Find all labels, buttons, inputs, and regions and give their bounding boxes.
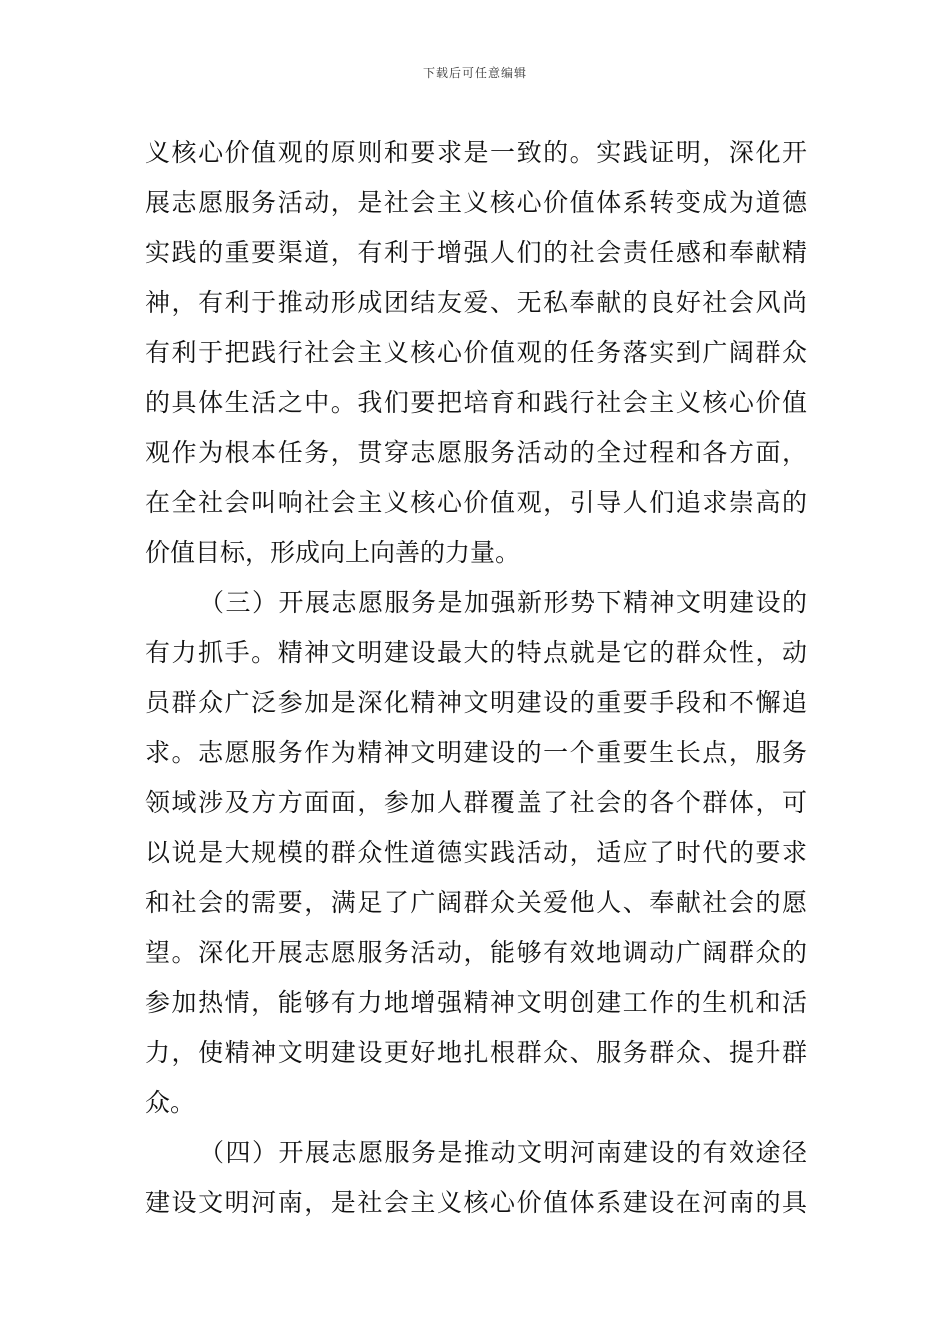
text-line: 价值目标，形成向上向善的力量。 [145,538,521,567]
text-line: 望。深化开展志愿服务活动，能够有效地调动广阔群众的 [145,938,807,967]
text-line: 以说是大规模的群众性道德实践活动，适应了时代的要求 [145,838,807,867]
text-line: 展志愿服务活动，是社会主义核心价值体系转变成为道德 [145,188,807,217]
text-line: 的具体生活之中。我们要把培育和践行社会主义核心价值 [145,388,807,417]
text-line: 实践的重要渠道，有利于增强人们的社会责任感和奉献精 [145,238,807,267]
text-line: 在全社会叫响社会主义核心价值观，引导人们追求崇高的 [145,488,807,517]
header-note: 下载后可任意编辑 [422,66,527,80]
body-text [145,128,807,1228]
text-line: 有力抓手。精神文明建设最大的特点就是它的群众性，动 [145,638,807,667]
text-line: 义核心价值观的原则和要求是一致的。实践证明，深化开 [145,138,807,167]
paragraph-1 [145,128,807,578]
text-line: 员群众广泛参加是深化精神文明建设的重要手段和不懈追 [145,688,807,717]
text-line: 众。 [145,1088,196,1117]
text-line: 参加热情，能够有力地增强精神文明创建工作的生机和活 [145,988,807,1017]
paragraph-3 [145,1128,807,1228]
text-line: 力，使精神文明建设更好地扎根群众、服务群众、提升群 [145,1038,807,1067]
text-line: 求。志愿服务作为精神文明建设的一个重要生长点，服务 [145,738,807,767]
text-line: 神，有利于推动形成团结友爱、无私奉献的良好社会风尚 [145,288,807,317]
text-line: （四）开展志愿服务是推动文明河南建设的有效途径 [199,1138,807,1167]
text-line: 领域涉及方方面面，参加人群覆盖了社会的各个群体，可 [145,788,807,817]
text-line: 建设文明河南，是社会主义核心价值体系建设在河南的具 [145,1188,807,1217]
paragraph-2 [145,578,807,1128]
text-line: 观作为根本任务，贯穿志愿服务活动的全过程和各方面， [145,438,807,467]
text-line: 和社会的需要，满足了广阔群众关爱他人、奉献社会的愿 [145,888,807,917]
text-line: （三）开展志愿服务是加强新形势下精神文明建设的 [199,588,807,617]
text-line: 有利于把践行社会主义核心价值观的任务落实到广阔群众 [145,338,807,367]
